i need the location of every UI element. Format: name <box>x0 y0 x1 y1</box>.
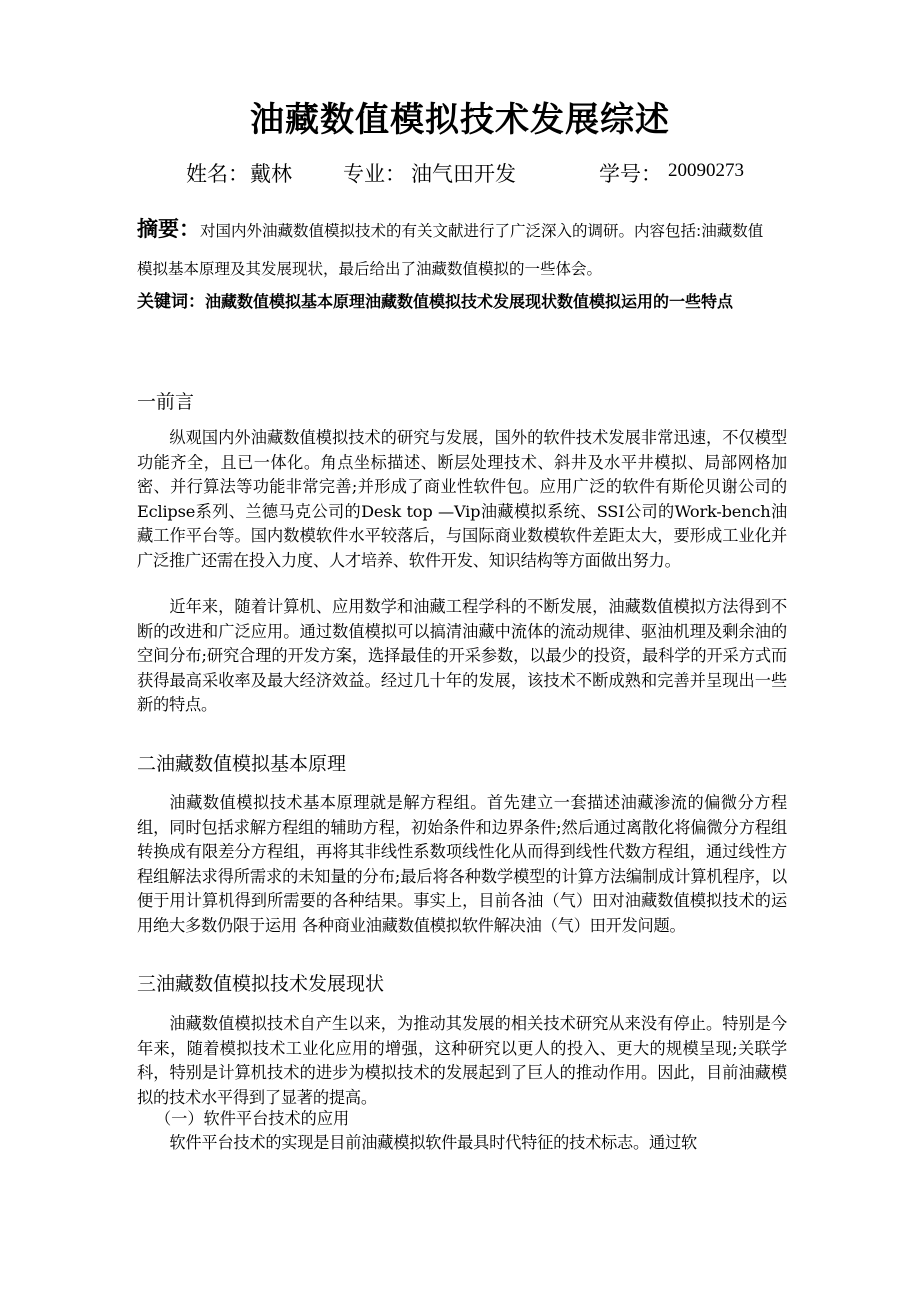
section-heading-intro: 一前言 <box>137 391 195 413</box>
keywords-text: 油藏数值模拟基本原理油藏数值模拟技术发展现状数值模拟运用的一些特点 <box>205 292 734 311</box>
student-id-label: 学号： <box>599 162 662 186</box>
platform-paragraph: 软件平台技术的实现是目前油藏模拟软件最具时代特征的技术标志。通过软 <box>169 1133 697 1152</box>
keywords-label: 关键词： <box>137 292 205 312</box>
author-name: 戴林 <box>250 162 292 186</box>
author-line <box>186 158 786 190</box>
abstract-label: 摘要： <box>137 217 200 241</box>
student-id: 20090273 <box>668 160 744 181</box>
document-title: 油藏数值模拟技术发展综述 <box>250 100 670 140</box>
principle-paragraph: 油藏数值模拟技术基本原理就是解方程组。首先建立一套描述油藏渗流的偏微分方程组，同时包括求解方程组的辅助方程，初始条件和边界条件;然后通过离散化将偏微分方程组转换成有限差分方程组，再将其非线性系数项线性化从而得到线性代数方程组，通过线性方程组解法求得所需求的未知量的分布;最后将各种数学模型的计算方法编制成计算机程序，以便于用计算机得到所需要的各种结果。事实上，目前各油（气）田对油藏数值模拟技术的运用绝大多数仍限于运用 各种商业油藏数值模拟软件解决油（气）田开发问题。 <box>137 793 787 935</box>
major-label: 专业： <box>343 162 406 186</box>
subsection-heading-platform: （一）软件平台技术的应用 <box>155 1109 350 1128</box>
section-heading-status: 三油藏数值模拟技术发展现状 <box>137 973 385 995</box>
section-heading-principle: 二油藏数值模拟基本原理 <box>137 753 347 775</box>
status-paragraph: 油藏数值模拟技术自产生以来，为推动其发展的相关技术研究从来没有停止。特别是今年来，随着模拟技术工业化应用的增强，这种研究以更人的投入、更大的规模呈现;关联学科，特别是计算机技术的进步为模拟技术的发展起到了巨人的推动作用。因此，目前油藏模拟的技术水平得到了显著的提高。 <box>137 1014 787 1107</box>
intro-paragraph-1: 纵观国内外油藏数值模拟技术的研究与发展，国外的软件技术发展非常迅速，不仅模型功能齐全，且已一体化。角点坐标描述、断层处理技术、斜井及水平井模拟、局部网格加密、并行算法等功能非常完善;并形成了商业性软件包。应用广泛的软件有斯伦贝谢公司的Eclipse系列、兰德马克公司的Desk top —Vip油藏模拟系统、SSI公司的Work-bench油藏工作平台等。国内数模软件水平较落后，与国际商业数模软件差距太大，要形成工业化并广泛推广还需在投入力度、人才培养、软件开发、知识结构等方面做出努力。 <box>137 428 787 570</box>
name-label: 姓名： <box>186 162 249 186</box>
keywords <box>137 283 757 321</box>
abstract-text: 对国内外油藏数值模拟技术的有关文献进行了广泛深入的调研。内容包括:油藏数值模拟基本原理及其发展现状，最后给出了油藏数值模拟的一些体会。 <box>137 222 764 278</box>
abstract <box>137 210 777 288</box>
author-major: 油气田开发 <box>411 162 516 186</box>
intro-paragraph-2: 近年来，随着计算机、应用数学和油藏工程学科的不断发展，油藏数值模拟方法得到不断的改进和广泛应用。通过数值模拟可以搞清油藏中流体的流动规律、驱油机理及剩余油的空间分布;研究合理的开发方案，选择最佳的开采参数，以最少的投资，最科学的开采方式而获得最高采收率及最大经济效益。经过几十年的发展，该技术不断成熟和完善并呈现出一些新的特点。 <box>137 597 787 715</box>
